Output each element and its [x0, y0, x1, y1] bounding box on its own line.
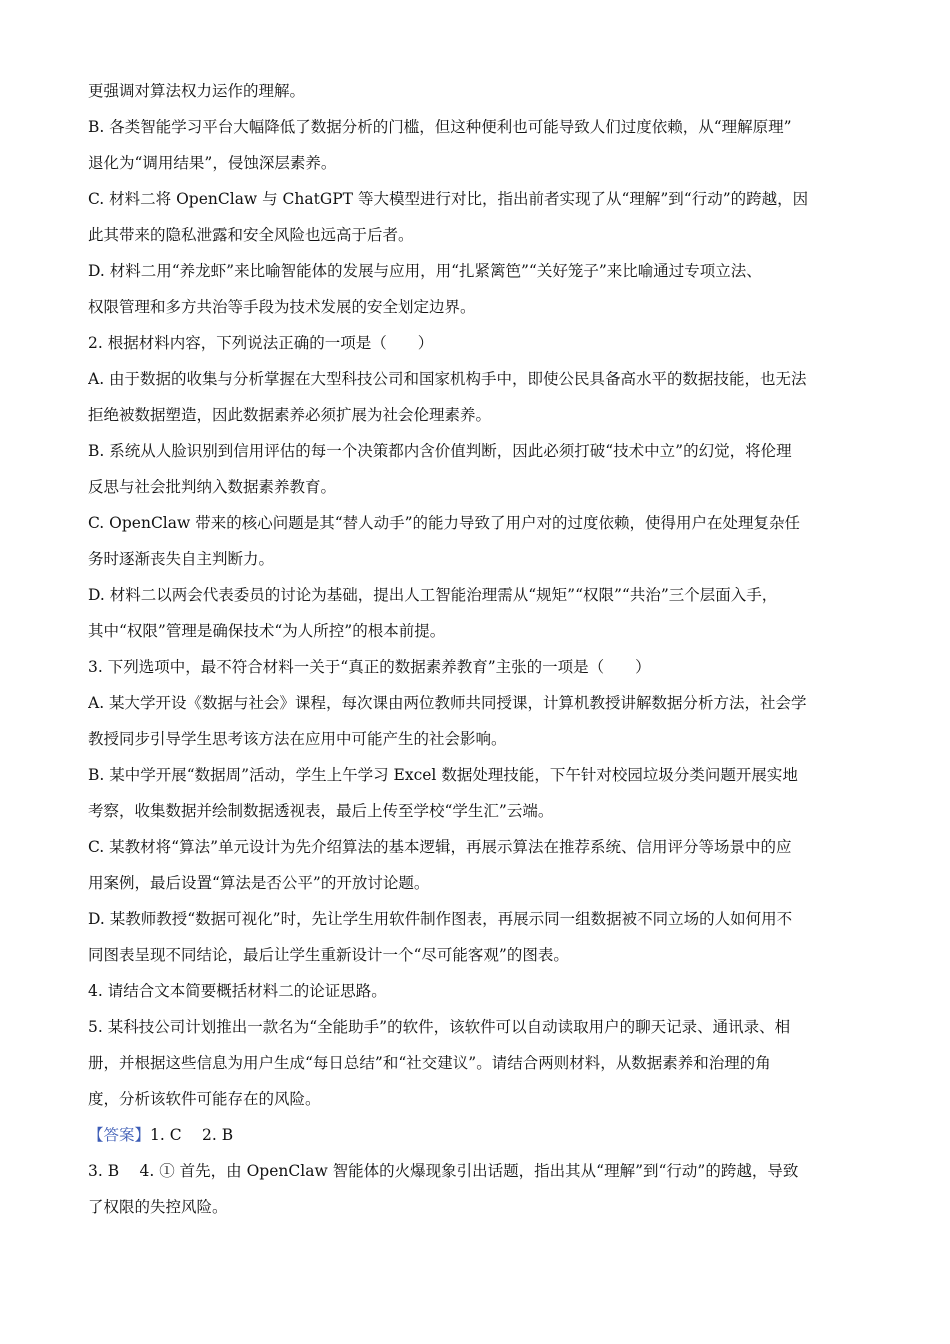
question-3-suffix: 材料一关于“真正的数据素养教育”主张的一项是（ ）: [262, 658, 651, 676]
emphasis-char: 确: [293, 334, 310, 352]
text-line: 度，分析该软件可能存在的风险。: [88, 1090, 321, 1108]
question-2-prefix: 2. 根据材料内容，下列说法: [88, 334, 279, 352]
question-5: 5. 某科技公司计划推出一款名为“全能助手”的软件，该软件可以自动读取用户的聊天记录、通讯录、相: [88, 1018, 791, 1036]
option-d-line: D. 材料二以两会代表委员的讨论为基础，提出人工智能治理需从“规矩”“权限”“共治”三个层面入手，: [88, 586, 778, 604]
question-3: [88, 654, 878, 690]
answer-label: 【答案】: [88, 1126, 151, 1144]
text-line: 更强调对算法权力运作的理解。: [88, 82, 306, 100]
answer-line: [88, 1122, 878, 1158]
question-3-prefix: 3. 下列选项中，: [88, 658, 201, 676]
answer-text: 1. C 2. B: [150, 1126, 234, 1144]
text-line: 册，并根据这些信息为用户生成“每日总结”和“社交建议”。请结合两则材料，从数据素养和治理的角: [88, 1054, 771, 1072]
text-line: 其中“权限”管理是确保技术“为人所控”的根本前提。: [88, 622, 446, 640]
option-d-line: D. 某教师教授“数据可视化”时，先让学生用软件制作图表，再展示同一组数据被不同立场的人如何用不: [88, 910, 793, 928]
emphasis-char: 合: [247, 658, 263, 676]
text-line: 用案例，最后设置“算法是否公平”的开放讨论题。: [88, 874, 430, 892]
emphasis-char: 最: [200, 658, 217, 676]
text-line: 拒绝被数据塑造，因此数据素养必须扩展为社会伦理素养。: [88, 406, 492, 424]
text-line: 权限管理和多方共治等手段为技术发展的安全划定边界。: [88, 298, 476, 316]
text-line: 务时逐渐丧失自主判断力。: [88, 550, 275, 568]
text-line: 考察，收集数据并绘制数据透视表，最后上传至学校“学生汇”云端。: [88, 802, 554, 820]
option-d-line: D. 材料二用“养龙虾”来比喻智能体的发展与应用，用“扎紧篱笆”“关好笼子”来比喻通过专项立法、: [88, 262, 762, 280]
document-page: [88, 78, 878, 1230]
text-line: 同图表呈现不同结论，最后让学生重新设计一个“尽可能客观”的图表。: [88, 946, 569, 964]
option-b-line: B. 系统从人脸识别到信用评估的每一个决策都内含价值判断，因此必须打破“技术中立”的幻觉，将伦理: [88, 442, 792, 460]
option-b-line: B. 各类智能学习平台大幅降低了数据分析的门槛，但这种便利也可能导致人们过度依赖，从“理解原理”: [88, 118, 792, 136]
text-line: 退化为“调用结果”，侵蚀深层素养。: [88, 154, 337, 172]
text-line: 教授同步引导学生思考该方法在应用中可能产生的社会影响。: [88, 730, 507, 748]
question-2: [88, 330, 878, 366]
emphasis-char: 不: [216, 658, 232, 676]
question-4: 4. 请结合文本简要概括材料二的论证思路。: [88, 982, 387, 1000]
text-line: 此其带来的隐私泄露和安全风险也远高于后者。: [88, 226, 414, 244]
emphasis-char: 正: [278, 334, 294, 352]
option-b-line: B. 某中学开展“数据周”活动，学生上午学习 Excel 数据处理技能，下午针对校园垃圾分类问题开展实地: [88, 766, 798, 784]
emphasis-char: 符: [231, 658, 248, 676]
option-a-line: A. 某大学开设《数据与社会》课程，每次课由两位教师共同授课，计算机教授讲解数据分析方法，社会学: [88, 694, 807, 712]
option-c-line: C. 材料二将 OpenClaw 与 ChatGPT 等大模型进行对比，指出前者实现了从“理解”到“行动”的跨越，因: [88, 190, 809, 208]
option-c-line: C. OpenClaw 带来的核心问题是其“替人动手”的能力导致了用户对的过度依赖，使得用户在处理复杂任: [88, 514, 801, 532]
question-2-suffix: 的一项是（ ）: [309, 334, 434, 352]
option-c-line: C. 某教材将“算法”单元设计为先介绍算法的基本逻辑，再展示算法在推荐系统、信用评分等场景中的应: [88, 838, 792, 856]
option-a-line: A. 由于数据的收集与分析掌握在大型科技公司和国家机构手中，即使公民具备高水平的数据技能，也无法: [88, 370, 807, 388]
text-line: 反思与社会批判纳入数据素养教育。: [88, 478, 337, 496]
text-line: 了权限的失控风险。: [88, 1198, 228, 1216]
answer-explanation: 3. B 4. ① 首先，由 OpenClaw 智能体的火爆现象引出话题，指出其从“理解”到“行动”的跨越，导致: [88, 1162, 799, 1180]
